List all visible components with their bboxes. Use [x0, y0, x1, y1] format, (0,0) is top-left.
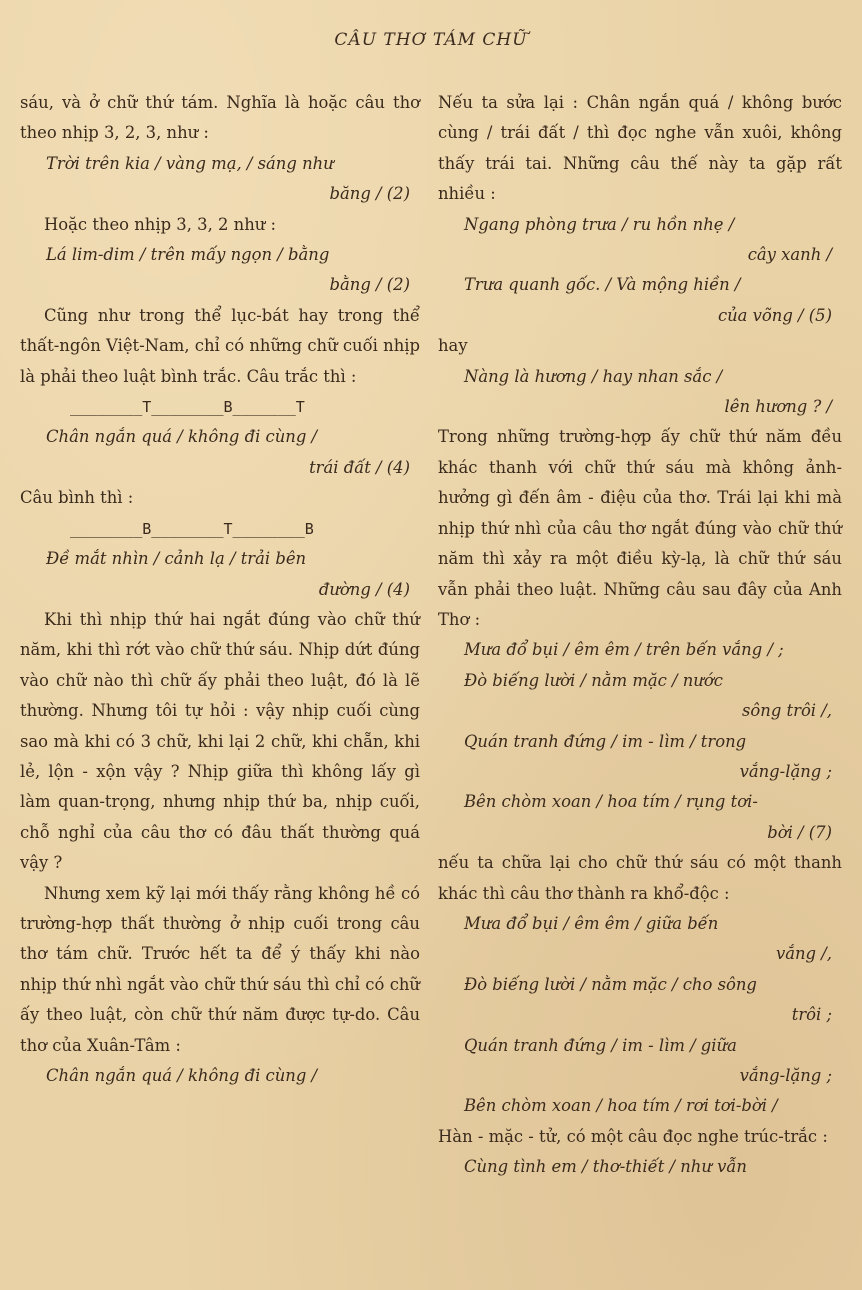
paragraph [438, 88, 842, 210]
verse-line: cây xanh / [747, 245, 832, 265]
text-line: thể thất-ngôn Việt-Nam, chỉ có những [20, 305, 420, 356]
verse-quote [438, 635, 842, 848]
verse-line: Mưa đổ bụi / êm êm / giữa bến [464, 913, 719, 933]
text-line: giữa thì không lấy gì làm quan-trọng, [20, 761, 420, 812]
paragraph: hay [438, 336, 468, 356]
tone-scheme-trac: ________T________B_______T [70, 398, 305, 417]
verse-line: Lá lim-dim / trên mấy ngọn / bằng [46, 245, 330, 265]
running-header: CÂU THƠ TÁM CHỮ [334, 30, 528, 50]
text-line: tự-do. Câu thơ của Xuân-Tâm : [20, 1005, 420, 1055]
text-line: Nếu ta sửa lại : Chân ngắn quá / không [438, 93, 802, 112]
verse-line: vắng-lặng ; [739, 1066, 832, 1085]
verse-line: của võng / (5) [717, 305, 832, 325]
text-line: ngắt vào chữ thứ sáu thì chỉ có chữ [127, 974, 420, 994]
text-line: Cũng như trong thể lục-bát hay trong [44, 305, 393, 325]
text-line: Trong những trường-hợp ấy chữ thứ [438, 427, 766, 447]
verse-quote [438, 210, 842, 332]
text-line: câu thơ theo nhịp 3, 2, 3, như : [20, 93, 420, 143]
text-line: trắc. Câu trắc thì : [202, 366, 357, 386]
verse-line: băng / (2) [329, 184, 410, 204]
text-line: Hàn - mặc - tử, có một câu đọc nghe [438, 1126, 745, 1146]
verse-line: Ngang phòng trưa / ru hồn nhẹ / [464, 214, 735, 234]
verse-line: Chân ngắn quá / không đi cùng / [46, 427, 318, 447]
text-line: năm đều khác thanh với chữ thứ sáu [438, 427, 842, 477]
paragraph: Hoặc theo nhịp 3, 3, 2 như : [44, 214, 277, 234]
paragraph [438, 1122, 842, 1152]
text-line: quá vậy ? [20, 822, 421, 873]
verse-quote [438, 909, 842, 1122]
verse-line: Quán tranh đứng / im - lìm / trong [464, 731, 747, 751]
tone-scheme-binh: ________B________T________B [70, 519, 314, 538]
text-line: đây của Anh Thơ : [438, 579, 842, 629]
verse-line: vắng /, [775, 944, 832, 964]
text-line: bước cùng / trái đất / thì đọc nghe vẫn [438, 93, 842, 143]
verse-line: đường / (4) [318, 579, 410, 599]
verse-line: bời / (7) [767, 822, 832, 842]
paragraph [438, 422, 842, 635]
text-line: sao mà khi có 3 chữ, khi lại 2 chữ, [20, 731, 313, 751]
verse-line: Bên chòm xoan / hoa tím / rụng tơi- [464, 792, 758, 812]
text-line: khổ-độc : [653, 883, 730, 903]
text-line: chữ cuối nhịp là phải theo luật bình [20, 336, 420, 386]
verse-quote [20, 544, 420, 605]
paragraph [20, 301, 420, 392]
text-line: xuôi, không thấy trái tai. Những câu [438, 123, 842, 173]
verse-line: Cùng tình em / thơ-thiết / như vẫn [464, 1157, 747, 1177]
verse-line: Trời trên kia / vàng mạ, / sáng như [46, 153, 334, 173]
text-line: thì xảy ra một điều kỳ-lạ, là chữ thứ [482, 549, 814, 569]
text-line: không hề có trường-hợp thất thường ở [20, 883, 420, 933]
verse-line: vắng-lặng ; [739, 761, 832, 781]
text-line: Nhưng xem kỹ lại mới thấy rằng [44, 883, 319, 903]
verse-line: Bên chòm xoan / hoa tím / rơi tơi-bời / [464, 1096, 778, 1116]
paragraph [20, 88, 420, 149]
text-line: một thanh khác thì câu thơ thành ra [438, 853, 842, 903]
text-line: khi chẵn, khi lẻ, lộn - xộn vậy ? Nhịp [20, 731, 421, 781]
verse-line: Chân ngắn quá / không đi cùng / [46, 1066, 318, 1085]
text-line: ấy theo luật, còn chữ thứ năm được [20, 1005, 333, 1025]
verse-line: bằng / (2) [329, 275, 410, 295]
verse-quote [20, 149, 420, 210]
text-line: thế này ta gặp rất nhiều : [438, 153, 842, 204]
text-line: trúc-trắc : [744, 1126, 828, 1146]
verse-line: Quán tranh đứng / im - lìm / giữa [464, 1035, 737, 1055]
right-column [438, 88, 842, 1183]
paragraph [438, 848, 842, 909]
verse-line: trôi ; [791, 1005, 832, 1025]
text-line: của câu thơ ngắt đúng vào chữ thứ năm [438, 518, 842, 569]
text-line: sáu vẫn phải theo luật. Những câu sau [438, 549, 842, 599]
text-line: Nhưng tôi tự hỏi : vậy nhịp cuối cùng [91, 701, 420, 721]
text-line: nhưng nhịp thứ ba, nhịp cuối, chỗ nghỉ [20, 792, 420, 842]
verse-line: Đò biếng lười / nằm mặc / nước [464, 670, 723, 690]
verse-line: Trưa quanh gốc. / Và mộng hiền / [464, 275, 741, 295]
text-line: Khi thì nhịp thứ hai ngắt đúng vào [44, 609, 355, 629]
verse-line: Đề mắt nhìn / cảnh lạ / trải bên [46, 549, 307, 569]
verse-line: Đò biếng lười / nằm mặc / cho sông [464, 974, 757, 994]
text-line: mà không ảnh-hưởng gì đến âm - điệu [438, 457, 842, 508]
text-line: hết ta để ý thấy khi nào nhịp thứ nhì [20, 944, 420, 994]
verse-line: Mưa đổ bụi / êm êm / trên bến vắng / ; [464, 640, 784, 660]
text-line: sáu, và ở chữ thứ tám. Nghĩa là hoặc [20, 93, 356, 112]
verse-quote [20, 422, 420, 483]
text-line: của câu thơ có đâu thất thường [103, 822, 390, 842]
verse-line: lên hương ? / [724, 397, 832, 417]
paragraph [20, 879, 420, 1061]
verse-line: sông trôi /, [741, 701, 832, 721]
text-line: sáu. Nhịp dứt đúng vào chữ nào thì [20, 640, 420, 690]
verse-quote [20, 240, 420, 301]
verse-quote [438, 362, 842, 423]
verse-line: Nàng là hương / hay nhan sắc / [464, 366, 723, 386]
text-line: chữ ấy phải theo luật, đó là lẽ thường. [20, 670, 420, 721]
paragraph: Câu bình thì : [20, 488, 134, 508]
text-line: nhịp cuối trong câu thơ tám chữ. Trước [20, 913, 420, 964]
verse-line: trái đất / (4) [309, 457, 410, 477]
text-line: nếu ta chữa lại cho chữ thứ sáu có [438, 853, 754, 873]
paragraph [20, 605, 420, 879]
left-column [20, 88, 420, 1091]
verse-quote [20, 1061, 420, 1091]
verse-quote [438, 1152, 842, 1182]
text-line: chữ thứ năm, khi thì rớt vào chữ thứ [20, 609, 420, 660]
text-line: của thơ. Trái lại khi mà nhịp thứ nhì [438, 488, 843, 538]
